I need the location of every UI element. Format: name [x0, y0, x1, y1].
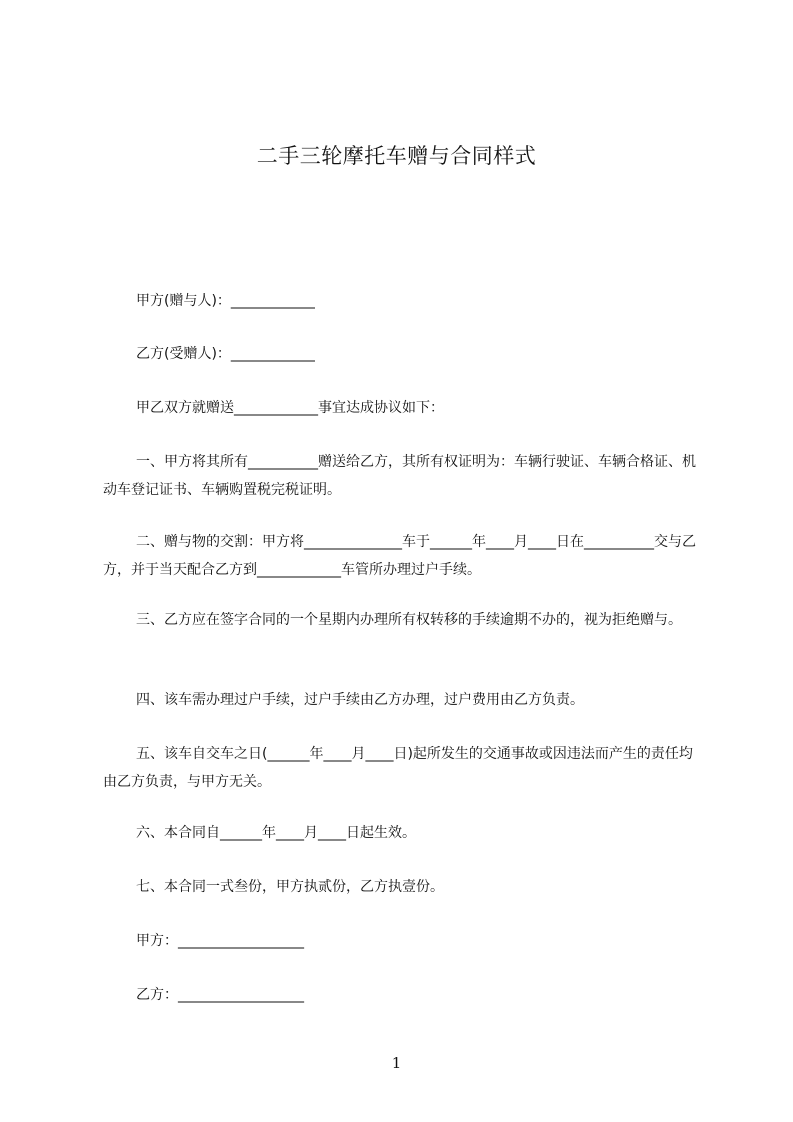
agreement-intro: 甲乙双方就赠送____________事宜达成协议如下： [136, 400, 444, 416]
clause-5: 五、该车自交车之日(______年____月____日)起所发生的交通事故或因违法而产生的责任均由乙方负责，与甲方无关。 [103, 746, 693, 790]
signature-party-b: 乙方：__________________ [136, 987, 304, 1003]
clause-3: 三、乙方应在签字合同的一个星期内办理所有权转移的手续逾期不办的，视为拒绝赠与。 [136, 612, 682, 628]
page-number: 1 [391, 1054, 402, 1072]
document-title: 二手三轮摩托车赠与合同样式 [256, 144, 537, 168]
clause-2: 二、赠与物的交割：甲方将______________车于______年____月____日在__________交与乙方，并于当天配合乙方到____________车管所办理过户手续。 [103, 534, 696, 578]
clause-1: 一、甲方将其所有__________赠送给乙方，其所有权证明为：车辆行驶证、车辆合格证、机动车登记证书、车辆购置税完税证明。 [103, 454, 696, 498]
signature-party-a: 甲方：__________________ [136, 933, 304, 949]
clause-4: 四、该车需办理过户手续，过户手续由乙方办理，过户费用由乙方负责。 [136, 692, 584, 708]
clause-7: 七、本合同一式叁份，甲方执贰份，乙方执壹份。 [136, 879, 444, 895]
party-a-line: 甲方(赠与人)：____________ [136, 293, 315, 309]
clause-6: 六、本合同自______年____月____日起生效。 [136, 825, 416, 841]
party-b-line: 乙方(受赠人)：____________ [136, 346, 315, 362]
